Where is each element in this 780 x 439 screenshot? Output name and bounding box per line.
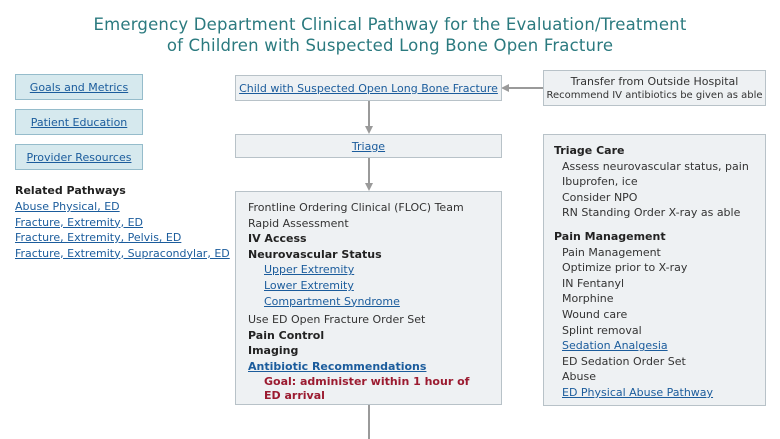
lower-extremity-link[interactable]: Lower Extremity: [264, 278, 354, 292]
start-node-label: Child with Suspected Open Long Bone Fracture: [239, 81, 498, 95]
antibiotic-recommendations-link[interactable]: Antibiotic Recommendations: [248, 359, 427, 373]
title-line-2: of Children with Suspected Long Bone Open Fracture: [166, 36, 614, 55]
pain-management-item: Splint removal: [562, 323, 642, 337]
iv-access-heading: IV Access: [248, 232, 307, 246]
related-pathways-heading: Related Pathways: [15, 184, 126, 197]
sedation-order-set-text: ED Sedation Order Set: [562, 354, 686, 368]
triage-node-label: Triage: [351, 139, 386, 153]
provider-resources-label: Provider Resources: [26, 150, 132, 164]
compartment-syndrome-link[interactable]: Compartment Syndrome: [264, 294, 400, 308]
imaging-heading: Imaging: [248, 344, 299, 358]
neurovascular-heading: Neurovascular Status: [248, 247, 382, 261]
triage-care-item: Consider NPO: [562, 190, 638, 204]
triage-care-item: Ibuprofen, ice: [562, 175, 638, 189]
assessment-node: [235, 191, 502, 405]
pain-management-item: Optimize prior to X-ray: [562, 261, 688, 275]
care-panel: [543, 134, 766, 406]
related-link-fracture-extremity[interactable]: Fracture, Extremity, ED: [15, 215, 143, 229]
transfer-node: [543, 70, 766, 106]
goals-and-metrics-label: Goals and Metrics: [29, 80, 129, 94]
pain-control-heading: Pain Control: [248, 328, 325, 342]
related-link-abuse-physical[interactable]: Abuse Physical, ED: [15, 200, 120, 213]
transfer-title: Transfer from Outside Hospital: [570, 75, 739, 88]
abuse-text: Abuse: [562, 370, 596, 384]
order-set-text: Use ED Open Fracture Order Set: [248, 313, 426, 327]
sedation-analgesia-link[interactable]: Sedation Analgesia: [562, 339, 668, 353]
goal-line-2: ED arrival: [264, 388, 325, 402]
triage-node[interactable]: [235, 134, 502, 158]
related-link-fracture-supracondylar[interactable]: Fracture, Extremity, Supracondylar, ED: [15, 246, 230, 260]
physical-abuse-pathway-link[interactable]: ED Physical Abuse Pathway: [562, 385, 714, 399]
upper-extremity-link[interactable]: Upper Extremity: [264, 263, 355, 277]
triage-care-heading: Triage Care: [554, 144, 625, 157]
pain-management-item: Pain Management: [562, 245, 661, 259]
transfer-note: Recommend IV antibiotics be given as able: [546, 90, 763, 101]
pain-management-heading: Pain Management: [554, 229, 666, 243]
related-link-fracture-pelvis[interactable]: Fracture, Extremity, Pelvis, ED: [15, 231, 182, 244]
pain-management-item: Morphine: [562, 292, 614, 306]
start-node[interactable]: [235, 75, 502, 101]
rapid-assessment-text: Rapid Assessment: [248, 216, 349, 230]
goal-line-1: Goal: administer within 1 hour of: [264, 374, 470, 388]
pain-management-item: IN Fentanyl: [562, 276, 625, 290]
triage-care-item: Assess neurovascular status, pain: [562, 159, 749, 173]
title-line-1: Emergency Department Clinical Pathway for the Evaluation/Treatment: [93, 15, 687, 34]
triage-care-item: RN Standing Order X-ray as able: [562, 206, 741, 220]
floc-team-text: Frontline Ordering Clinical (FLOC) Team: [248, 201, 464, 214]
pain-management-item: Wound care: [562, 307, 628, 321]
patient-education-label: Patient Education: [30, 115, 128, 129]
